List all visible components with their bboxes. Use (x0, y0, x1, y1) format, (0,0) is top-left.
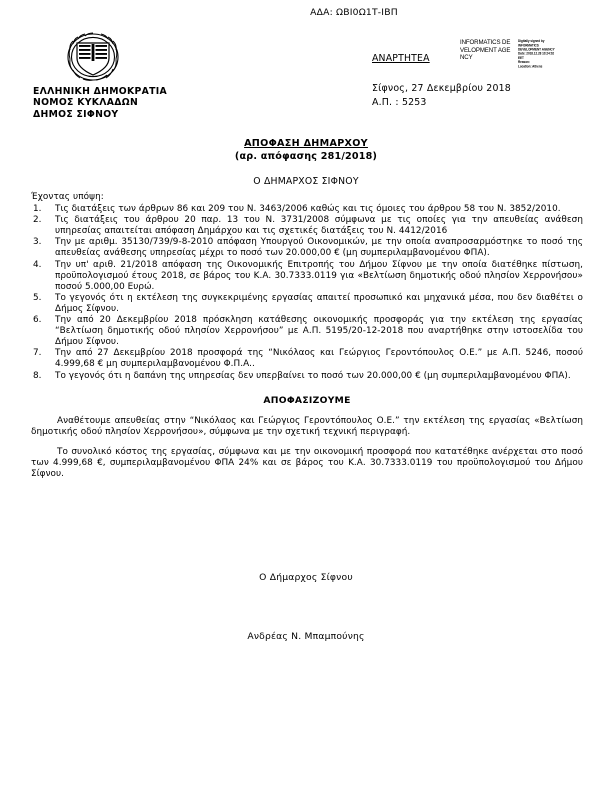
clause-number: 2. (33, 215, 42, 226)
protocol-number-line: Α.Π. : 5253 (372, 97, 427, 108)
publication-status-label: ΑΝΑΡΤΗΤΕΑ (372, 53, 430, 64)
signing-agency-details (518, 39, 610, 68)
clause-text: Το γεγονός ότι η εκτέλεση της συγκεκριμένης εργασίας απαιτεί προσωπικό και μηχανικά μέσα, που δεν διαθέτει ο Δήμος Σίφνου. (55, 292, 583, 314)
list-item (31, 237, 583, 259)
list-item (31, 215, 583, 237)
list-item (31, 204, 583, 215)
header-right-block (372, 39, 612, 108)
page-title: ΑΠΟΦΑΣΗ ΔΗΜΑΡΧΟΥ (244, 138, 368, 149)
signing-agency-name: INFORMATICS DEVELOPMENT AGENCY (460, 39, 511, 62)
clause-text: Τις διατάξεις των άρθρων 86 και 209 του Ν. 3463/2006 καθώς και τις όμοιες του άρθρου 58 του Ν. 3852/2010. (55, 204, 561, 215)
stamp-detail-line: Date: 2018.12.28 10:24:02 (518, 51, 555, 56)
document-header (0, 32, 612, 124)
clause-number: 5. (33, 292, 42, 303)
document-body (31, 192, 583, 489)
issuing-authority: Ο ΔΗΜΑΡΧΟΣ ΣΙΦΝΟΥ (253, 176, 359, 187)
ada-identifier: ΑΔΑ: ΩΒΙ0Ω1Τ-ΙΒΠ (310, 7, 398, 18)
stamp-detail-line: Digitally signed by (518, 39, 545, 44)
stamp-detail-line: EET (518, 55, 524, 60)
place-date-line: Σίφνος, 27 Δεκεμβρίου 2018 (372, 83, 511, 94)
greek-coat-of-arms-icon (61, 32, 125, 84)
clause-text: Τις διατάξεις του άρθρου 20 παρ. 13 του Ν. 3731/2008 σύμφωνα με τις οποίες για την απευθείας ανάθεση υπηρεσίας απαιτείται απόφαση Δημάρχου και τις σχετικές διατάξεις του Ν. 4412/2016 (55, 215, 583, 237)
title-block (0, 138, 612, 187)
signatory-role: Ο Δήμαρχος Σίφνου (259, 572, 353, 583)
decision-paragraph-assignment: Αναθέτουμε απευθείας στην “Νικόλαος και Γεώργιος Γεροντόπουλος Ο.Ε.” την εκτέλεση της εργασίας «Βελτίωση δημοτικής οδού πλησίον Χερρονήσου», σύμφωνα με την σχετική τεχνική περιγραφή. (31, 415, 583, 437)
clause-number: 3. (33, 237, 42, 248)
decision-paragraph-cost: Το συνολικό κόστος της εργασίας, σύμφωνα και με την οικονομική προσφορά που κατατέθηκε ανέρχεται στο ποσό των 4.999,68 €, συμπεριλαμβανομένου ΦΠΑ 24% και σε βάρος του Κ.Α. 30.7333.0119 του προϋπολογισμού του Δήμου Σίφνου. (31, 446, 583, 479)
org-line-prefecture: ΝΟΜΟΣ ΚΥΚΛΑΔΩΝ (33, 97, 139, 109)
clause-text: Την υπ' αριθ. 21/2018 απόφαση της Οικονομικής Επιτροπής του Δήμου Σίφνου με την οποία διατέθηκε πίστωση, προϋπολογισμού έτους 2018, σε βάρος του Κ.Α. 30.7333.0119 για «Βελτίωση δημοτικής οδού πλησίον Χερρονήσου» ποσού 5.000,00 Ευρώ. (55, 259, 583, 292)
stamp-detail-line: Location: Athens (518, 64, 543, 69)
stamp-detail-line: DEVELOPMENT AGENCY (518, 47, 555, 52)
stamp-detail-line: Reason: (518, 60, 530, 65)
clause-text: Την από 27 Δεκεμβρίου 2018 προσφορά της “Νικόλαος και Γεώργιος Γεροντόπουλος Ο.Ε.” με Α.Π. 5246, ποσού 4.999,68 € μη συμπεριλαμβανομένου Φ.Π.Α.. (55, 348, 583, 370)
org-line-country: ΕΛΛΗΝΙΚΗ ΔΗΜΟΚΡΑΤΙΑ (33, 86, 168, 97)
decision-number: (αρ. απόφασης 281/2018) (234, 151, 378, 162)
digital-signature-stamp (460, 39, 612, 73)
clause-text: Την από 20 Δεκεμβρίου 2018 πρόσκληση κατάθεσης οικονομικής προσφοράς για την εκτέλεση της εργασίας “Βελτίωση δημοτικής οδού πλησίον Χερρονήσου” με Α.Π. 5195/20-12-2018 που αναρτήθηκε στην ιστοσελίδα του Δήμου Σίφνου. (55, 315, 583, 348)
org-line-municipality: ΔΗΜΟΣ ΣΙΦΝΟΥ (33, 108, 119, 120)
preamble-label: Έχοντας υπόψη: (31, 192, 104, 202)
organization-names (33, 86, 243, 120)
list-item (31, 293, 583, 315)
clause-number: 8. (33, 370, 42, 381)
clause-number: 1. (33, 204, 42, 215)
signatory-name: Ανδρέας Ν. Μπαμπούνης (247, 631, 365, 642)
place-and-protocol (372, 82, 511, 110)
stamp-detail-line: INFORMATICS (518, 43, 539, 48)
list-item (31, 315, 583, 348)
decision-heading: ΑΠΟΦΑΣΙΖΟΥΜΕ (263, 394, 351, 406)
clause-text: Το γεγονός ότι η δαπάνη της υπηρεσίας δεν υπερβαίνει το ποσό των 20.000,00 € (μη συμπεριλαμβανομένου ΦΠΑ). (55, 370, 571, 381)
organization-block (33, 32, 243, 120)
list-item (31, 371, 583, 382)
list-item (31, 348, 583, 370)
clause-number: 7. (33, 348, 42, 359)
clause-number: 4. (33, 259, 42, 270)
clause-number: 6. (33, 315, 42, 326)
clause-text: Την με αριθμ. 35130/739/9-8-2010 απόφαση Υπουργού Οικονομικών, με την οποία αναπροσαρμόστηκε το ποσό της απευθείας ανάθεσης υπηρεσίας μέχρι το ποσό των 20.000,00 € (μη συμπεριλαμβανομένου ΦΠΑ). (55, 237, 583, 259)
clause-list (31, 204, 583, 382)
list-item (31, 260, 583, 293)
signature-block (0, 572, 612, 642)
